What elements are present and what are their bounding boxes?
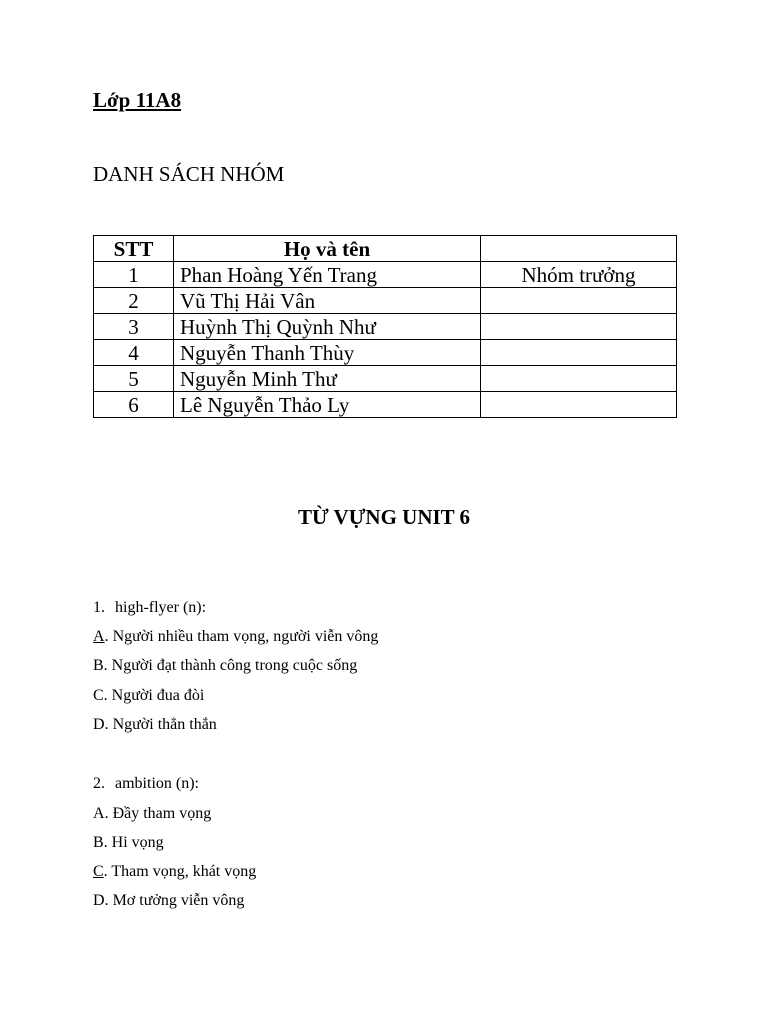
table-row (94, 366, 677, 392)
option-text: . Đầy tham vọng (104, 805, 212, 822)
row-role (481, 288, 677, 314)
question-1 (93, 599, 206, 617)
question-1-option-a (93, 628, 378, 646)
row-stt: 1 (94, 262, 174, 288)
question-number: 2. (93, 775, 105, 792)
option-text: . Người đạt thành công trong cuộc sống (103, 657, 358, 674)
class-title: Lớp 11A8 (93, 88, 182, 112)
row-name: Lê Nguyễn Thảo Ly (174, 392, 481, 418)
question-term: high-flyer (n): (115, 599, 207, 616)
row-stt: 4 (94, 340, 174, 366)
question-2-option-c (93, 863, 256, 881)
vocabulary-title: TỪ VỰNG UNIT 6 (297, 505, 471, 529)
question-term: ambition (n): (115, 775, 199, 792)
table-row (94, 392, 677, 418)
option-letter: A (93, 805, 105, 822)
row-stt: 3 (94, 314, 174, 340)
option-text: . Mơ tưởng viễn vông (104, 892, 245, 909)
header-role (481, 236, 677, 262)
option-letter: D (93, 892, 105, 909)
option-text: . Tham vọng, khát vọng (103, 863, 257, 880)
question-number: 1. (93, 599, 105, 616)
group-list-heading: DANH SÁCH NHÓM (93, 162, 285, 186)
table-row (94, 340, 677, 366)
row-stt: 6 (94, 392, 174, 418)
option-letter: D (93, 716, 105, 733)
row-name: Phan Hoàng Yến Trang (174, 262, 481, 288)
row-role: Nhóm trưởng (481, 262, 677, 288)
question-2-option-d (93, 892, 244, 910)
option-text: . Người nhiều tham vọng, người viễn vông (104, 628, 379, 645)
header-stt: STT (94, 236, 174, 262)
row-role (481, 392, 677, 418)
option-text: . Người thẳn thắn (104, 716, 217, 733)
row-name: Huỳnh Thị Quỳnh Như (174, 314, 481, 340)
option-text: . Hi vọng (103, 834, 164, 851)
question-2-option-b (93, 834, 164, 852)
question-2 (93, 775, 199, 793)
question-1-option-d (93, 716, 217, 734)
row-role (481, 314, 677, 340)
row-name: Nguyễn Thanh Thùy (174, 340, 481, 366)
header-name: Họ và tên (174, 236, 481, 262)
row-role (481, 366, 677, 392)
row-name: Nguyễn Minh Thư (174, 366, 481, 392)
question-2-option-a (93, 805, 211, 823)
option-letter: C (93, 687, 104, 704)
table-row (94, 288, 677, 314)
table-row (94, 314, 677, 340)
table-row (94, 262, 677, 288)
option-text: . Người đua đòi (103, 687, 205, 704)
question-1-option-b (93, 657, 357, 675)
row-name: Vũ Thị Hải Vân (174, 288, 481, 314)
table-header-row (94, 236, 677, 262)
group-roster-table (93, 235, 677, 418)
option-letter: C (93, 863, 104, 880)
question-1-option-c (93, 687, 204, 705)
option-letter: B (93, 834, 104, 851)
option-letter: B (93, 657, 104, 674)
option-letter: A (93, 628, 105, 645)
row-stt: 5 (94, 366, 174, 392)
row-stt: 2 (94, 288, 174, 314)
row-role (481, 340, 677, 366)
